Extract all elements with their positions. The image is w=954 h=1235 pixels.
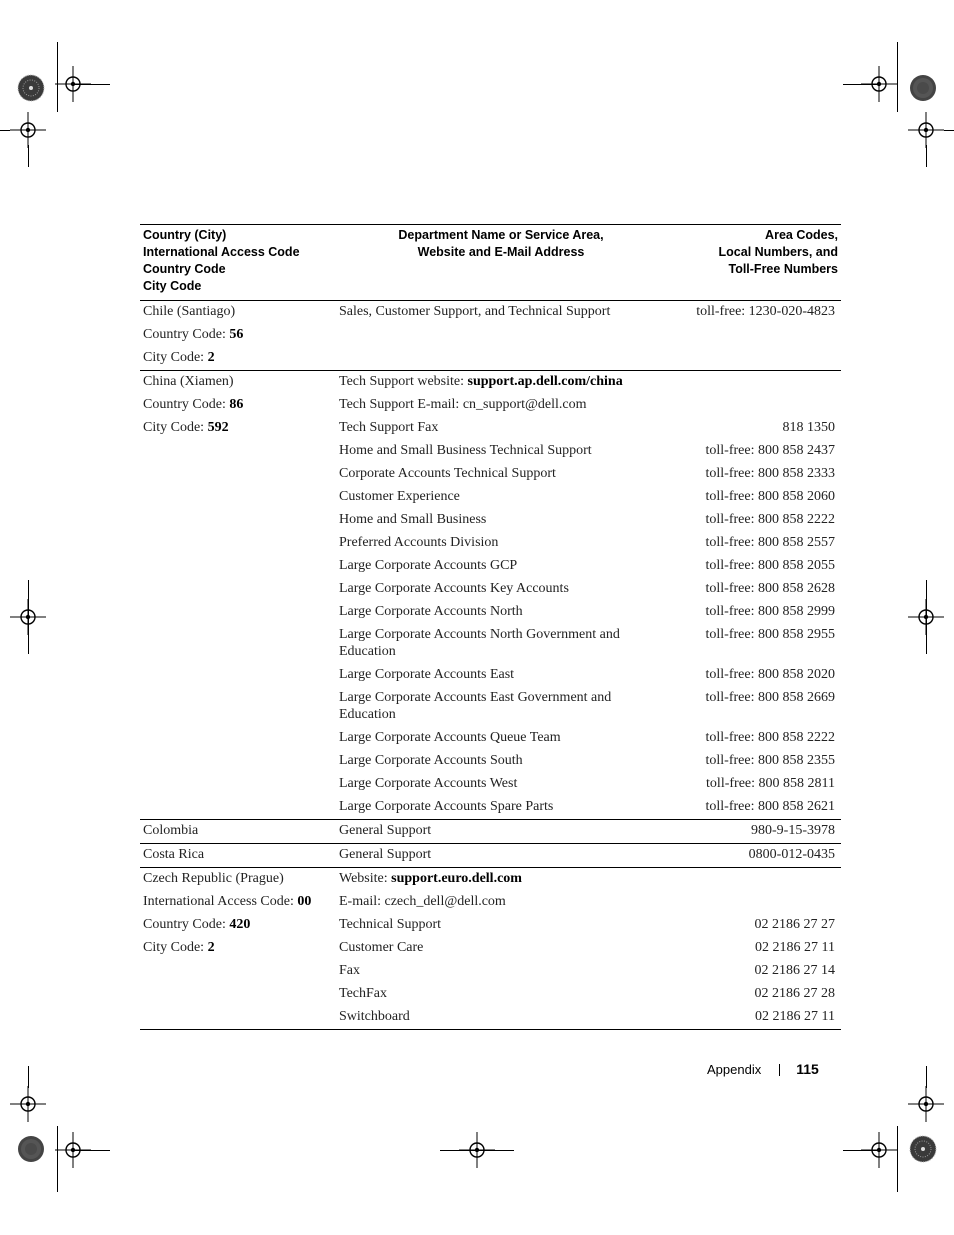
department-label: Large Corporate Accounts Key Accounts [339, 581, 569, 596]
department-label: General Support [339, 823, 432, 838]
table-row [140, 509, 841, 532]
department-label: E-mail: czech_dell@dell.com [339, 894, 506, 909]
table-row [140, 371, 841, 395]
department-cell [336, 509, 666, 532]
table-row [140, 891, 841, 914]
department-label: Large Corporate Accounts East [339, 667, 515, 682]
department-cell [336, 687, 666, 727]
department-cell [336, 868, 666, 892]
country-group [140, 844, 841, 868]
department-label: Corporate Accounts Technical Support [339, 466, 556, 481]
department-label: Home and Small Business Technical Support [339, 443, 592, 458]
location-cell [140, 796, 336, 820]
table-row [140, 868, 841, 892]
phone-number-cell: 02 2186 27 14 [754, 963, 835, 978]
department-label: Large Corporate Accounts Spare Parts [339, 799, 554, 814]
registration-mark-icon [906, 1084, 946, 1124]
phone-number-cell [666, 324, 841, 347]
location-cell [140, 960, 336, 983]
location-cell [140, 983, 336, 1006]
phone-number-cell [666, 394, 841, 417]
location-cell [140, 750, 336, 773]
department-label: Large Corporate Accounts East Government and Education [339, 690, 612, 722]
location-cell [140, 773, 336, 796]
header-line: Country Code [143, 262, 226, 276]
registration-mark-icon [8, 1084, 48, 1124]
department-label: Sales, Customer Support, and Technical Support [339, 304, 611, 319]
phone-number-cell [666, 868, 841, 892]
location-cell [140, 601, 336, 624]
phone-number-cell: toll-free: 1230-020-4823 [666, 301, 841, 325]
department-label: Preferred Accounts Division [339, 535, 499, 550]
phone-number-cell: toll-free: 800 858 2437 [705, 443, 835, 458]
location-cell [140, 937, 336, 960]
phone-number-cell: 818 1350 [782, 420, 835, 435]
header-numbers [666, 225, 841, 301]
table-row [140, 750, 841, 773]
department-label: Tech Support website: [339, 374, 468, 389]
table-row [140, 773, 841, 796]
department-label: Large Corporate Accounts West [339, 776, 518, 791]
table-row [140, 687, 841, 727]
location-label: Czech Republic (Prague) [143, 871, 284, 886]
location-cell [140, 347, 336, 371]
phone-number-cell [666, 891, 841, 914]
phone-number-cell: toll-free: 800 858 2621 [705, 799, 835, 814]
phone-number-cell: 0800-012-0435 [666, 844, 841, 868]
location-label: Costa Rica [143, 847, 205, 862]
department-cell [336, 796, 666, 820]
department-cell [336, 394, 666, 417]
header-department [336, 225, 666, 301]
location-value: 592 [207, 420, 229, 435]
table-row [140, 486, 841, 509]
department-cell [336, 532, 666, 555]
header-line: City Code [143, 279, 202, 293]
location-label: City Code: [143, 940, 208, 955]
department-label: Switchboard [339, 1009, 410, 1024]
location-cell [140, 394, 336, 417]
registration-mark-icon [53, 1130, 93, 1170]
table-row [140, 440, 841, 463]
location-cell [140, 486, 336, 509]
department-cell [336, 301, 666, 325]
location-label: Chile (Santiago) [143, 304, 236, 319]
department-cell [336, 914, 666, 937]
phone-number-cell: toll-free: 800 858 2060 [705, 489, 835, 504]
table-row [140, 301, 841, 325]
footer-section: Appendix [707, 1062, 762, 1077]
header-line: Local Numbers, and [718, 245, 838, 259]
registration-mark-icon [906, 110, 946, 150]
location-cell [140, 1006, 336, 1030]
department-label: Large Corporate Accounts North [339, 604, 523, 619]
department-label: Large Corporate Accounts South [339, 753, 523, 768]
location-cell [140, 844, 336, 868]
location-value: 86 [229, 397, 244, 412]
phone-number-cell: 02 2186 27 28 [754, 986, 835, 1001]
department-label: Large Corporate Accounts North Government and Education [339, 627, 620, 659]
page-number: 115 [796, 1061, 819, 1077]
department-cell [336, 727, 666, 750]
table-row [140, 463, 841, 486]
location-cell [140, 624, 336, 664]
department-label: Tech Support Fax [339, 420, 439, 435]
header-country [140, 225, 336, 301]
phone-number-cell: toll-free: 800 858 2999 [705, 604, 835, 619]
location-label: Country Code: [143, 327, 230, 342]
phone-number-cell: 02 2186 27 27 [754, 917, 835, 932]
department-cell [336, 983, 666, 1006]
table-row [140, 532, 841, 555]
phone-number-cell: 02 2186 27 11 [666, 1006, 841, 1030]
header-line: Area Codes, [765, 228, 838, 242]
phone-number-cell: 02 2186 27 11 [755, 940, 835, 955]
registration-mark-icon [457, 1130, 497, 1170]
table-row [140, 937, 841, 960]
department-cell [336, 417, 666, 440]
department-cell [336, 1006, 666, 1030]
location-value: 420 [229, 917, 251, 932]
phone-number-cell [666, 371, 841, 395]
department-label: TechFax [339, 986, 388, 1001]
department-link: support.euro.dell.com [391, 871, 522, 886]
location-cell [140, 820, 336, 844]
registration-mark-icon [8, 110, 48, 150]
department-label: Customer Experience [339, 489, 460, 504]
location-label: International Access Code: [143, 894, 298, 909]
location-cell [140, 687, 336, 727]
phone-number-cell: toll-free: 800 858 2557 [705, 535, 835, 550]
department-cell [336, 820, 666, 844]
location-cell [140, 417, 336, 440]
footer-separator [779, 1064, 780, 1076]
table-row [140, 394, 841, 417]
location-cell [140, 555, 336, 578]
table-row [140, 844, 841, 868]
department-cell [336, 844, 666, 868]
department-cell [336, 664, 666, 687]
table-row [140, 960, 841, 983]
phone-number-cell: toll-free: 800 858 2222 [705, 730, 835, 745]
department-cell [336, 750, 666, 773]
header-line: International Access Code [143, 245, 300, 259]
registration-mark-icon [8, 597, 48, 637]
department-label: Large Corporate Accounts GCP [339, 558, 518, 573]
location-label: Colombia [143, 823, 199, 838]
table-row [140, 796, 841, 820]
contact-table [140, 224, 841, 1030]
department-label: Home and Small Business [339, 512, 487, 527]
table-row [140, 347, 841, 371]
location-label: City Code: [143, 350, 208, 365]
department-cell [336, 555, 666, 578]
department-label: Fax [339, 963, 360, 978]
location-cell [140, 891, 336, 914]
department-label: Technical Support [339, 917, 442, 932]
table-row [140, 914, 841, 937]
country-group [140, 868, 841, 1030]
color-rosette-icon [909, 74, 937, 102]
country-group [140, 301, 841, 371]
header-line: Website and E-Mail Address [417, 245, 585, 259]
phone-number-cell: 980-9-15-3978 [666, 820, 841, 844]
department-cell [336, 891, 666, 914]
department-label: Customer Care [339, 940, 424, 955]
header-line: Department Name or Service Area, [398, 228, 604, 242]
location-label: City Code: [143, 420, 208, 435]
location-label: Country Code: [143, 917, 230, 932]
phone-number-cell: toll-free: 800 858 2333 [705, 466, 835, 481]
phone-number-cell [666, 347, 841, 371]
phone-number-cell: toll-free: 800 858 2811 [706, 776, 835, 791]
department-cell [336, 486, 666, 509]
location-cell [140, 727, 336, 750]
department-cell [336, 463, 666, 486]
table-row [140, 578, 841, 601]
phone-number-cell: toll-free: 800 858 2669 [705, 690, 835, 705]
location-value: 56 [229, 327, 244, 342]
header-line: Country (City) [143, 228, 227, 242]
table-row [140, 727, 841, 750]
phone-number-cell: toll-free: 800 858 2628 [705, 581, 835, 596]
table-header-row [140, 225, 841, 301]
department-cell [336, 371, 666, 395]
department-cell [336, 624, 666, 664]
registration-mark-icon [906, 597, 946, 637]
table-row [140, 1006, 841, 1030]
phone-number-cell: toll-free: 800 858 2055 [705, 558, 835, 573]
phone-number-cell: toll-free: 800 858 2020 [705, 667, 835, 682]
location-label: China (Xiamen) [143, 374, 234, 389]
department-link: support.ap.dell.com/china [467, 374, 623, 389]
department-cell [336, 960, 666, 983]
location-cell [140, 371, 336, 395]
phone-number-cell: toll-free: 800 858 2955 [705, 627, 835, 642]
location-cell [140, 463, 336, 486]
table-row [140, 664, 841, 687]
location-value: 2 [207, 940, 215, 955]
location-cell [140, 440, 336, 463]
department-cell [336, 324, 666, 347]
location-cell [140, 301, 336, 325]
table-row [140, 624, 841, 664]
department-label: Large Corporate Accounts Queue Team [339, 730, 561, 745]
department-label: General Support [339, 847, 432, 862]
table-row [140, 983, 841, 1006]
table-row [140, 555, 841, 578]
color-rosette-icon [17, 74, 45, 102]
location-cell [140, 914, 336, 937]
department-label: Website: [339, 871, 392, 886]
registration-mark-icon [859, 1130, 899, 1170]
table-row [140, 417, 841, 440]
header-line: Toll-Free Numbers [728, 262, 838, 276]
department-label: Tech Support E-mail: cn_support@dell.com [339, 397, 587, 412]
registration-mark-icon [53, 64, 93, 104]
department-cell [336, 601, 666, 624]
department-cell [336, 773, 666, 796]
department-cell [336, 578, 666, 601]
location-label: Country Code: [143, 397, 230, 412]
country-group [140, 371, 841, 820]
phone-number-cell: toll-free: 800 858 2222 [705, 512, 835, 527]
location-cell [140, 664, 336, 687]
location-cell [140, 578, 336, 601]
table-row [140, 324, 841, 347]
color-rosette-icon [909, 1135, 937, 1163]
table-row [140, 820, 841, 844]
location-cell [140, 532, 336, 555]
phone-number-cell: toll-free: 800 858 2355 [705, 753, 835, 768]
department-cell [336, 440, 666, 463]
country-group [140, 820, 841, 844]
location-cell [140, 324, 336, 347]
department-cell [336, 347, 666, 371]
table-row [140, 601, 841, 624]
location-value: 2 [207, 350, 215, 365]
color-rosette-icon [17, 1135, 45, 1163]
registration-mark-icon [859, 64, 899, 104]
location-value: 00 [297, 894, 312, 909]
location-cell [140, 868, 336, 892]
location-cell [140, 509, 336, 532]
page-footer [707, 1061, 819, 1077]
department-cell [336, 937, 666, 960]
